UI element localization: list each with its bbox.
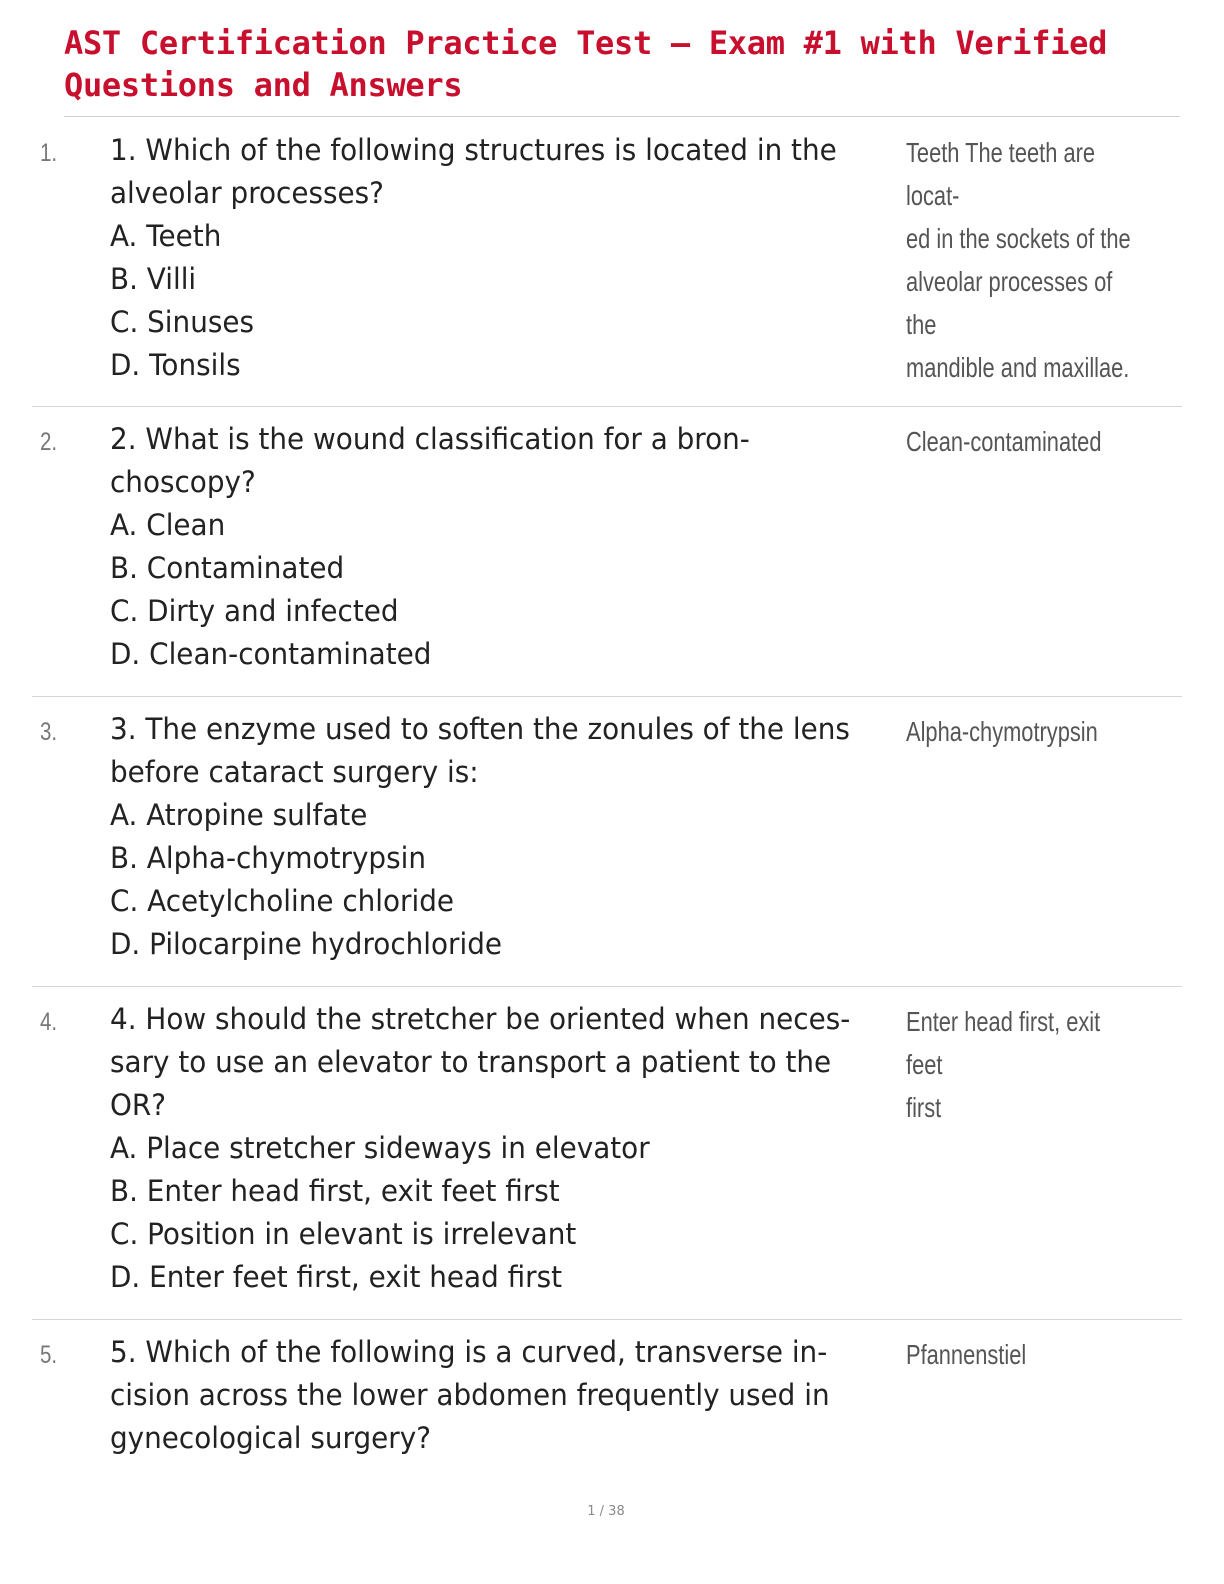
answer-option-a: A. Teeth xyxy=(110,219,222,253)
answer-option-b: B. Enter head first, exit feet first xyxy=(110,1174,560,1208)
question-number: 3. xyxy=(40,718,58,746)
document-title: AST Certification Practice Test – Exam #1 with Verified Questions and Answers xyxy=(64,24,1108,104)
answer-text: Enter head first, exit feet first xyxy=(906,1006,1101,1123)
answer-option-b: B. Villi xyxy=(110,262,197,296)
answer-text: Teeth The teeth are locat- ed in the sockets of the alveolar processes of the mandible and maxillae. xyxy=(906,137,1131,383)
question-number: 4. xyxy=(40,1008,58,1036)
answer-option-c: C. Acetylcholine chloride xyxy=(110,884,455,918)
question-block xyxy=(110,998,895,1299)
question-row-4 xyxy=(32,987,1182,1320)
question-number: 5. xyxy=(40,1341,58,1369)
question-block xyxy=(110,708,895,966)
answer-option-d: D. Pilocarpine hydrochloride xyxy=(110,927,503,961)
answer-text: Clean-contaminated xyxy=(906,426,1102,457)
answer-option-b: B. Alpha-chymotrypsin xyxy=(110,841,426,875)
answer-text: Pfannenstiel xyxy=(906,1339,1027,1370)
answer-option-d: D. Enter feet first, exit head first xyxy=(110,1260,563,1294)
question-row-5 xyxy=(32,1320,1182,1480)
page-number: 1 / 38 xyxy=(587,1504,625,1519)
question-number: 1. xyxy=(40,139,58,167)
question-block xyxy=(110,1331,895,1460)
question-block xyxy=(110,418,895,676)
question-list xyxy=(32,118,1182,1480)
question-stem: 3. The enzyme used to soften the zonules of the lens before cataract surgery is: xyxy=(110,712,859,789)
question-stem: 5. Which of the following is a curved, transverse in- cision across the lower abdomen frequently used in gynecological surgery? xyxy=(110,1335,830,1455)
question-stem: 1. Which of the following structures is located in the alveolar processes? xyxy=(110,133,846,210)
answer-option-c: C. Dirty and infected xyxy=(110,594,399,628)
question-row-2 xyxy=(32,407,1182,697)
question-row-1 xyxy=(32,118,1182,407)
answer-option-a: A. Atropine sulfate xyxy=(110,798,368,832)
answer-option-d: D. Tonsils xyxy=(110,348,241,382)
question-row-3 xyxy=(32,697,1182,987)
question-stem: 4. How should the stretcher be oriented when neces- sary to use an elevator to transport a patient to the OR? xyxy=(110,1002,851,1122)
answer-option-b: B. Contaminated xyxy=(110,551,345,585)
answer-option-a: A. Place stretcher sideways in elevator xyxy=(110,1131,650,1165)
question-number: 2. xyxy=(40,428,58,456)
answer-option-d: D. Clean-contaminated xyxy=(110,637,432,671)
question-block xyxy=(110,129,895,387)
answer-option-c: C. Position in elevant is irrelevant xyxy=(110,1217,577,1251)
answer-text: Alpha-chymotrypsin xyxy=(906,716,1098,747)
title-divider xyxy=(64,116,1180,117)
question-stem: 2. What is the wound classification for a bron- choscopy? xyxy=(110,422,750,499)
answer-option-a: A. Clean xyxy=(110,508,226,542)
answer-option-c: C. Sinuses xyxy=(110,305,254,339)
